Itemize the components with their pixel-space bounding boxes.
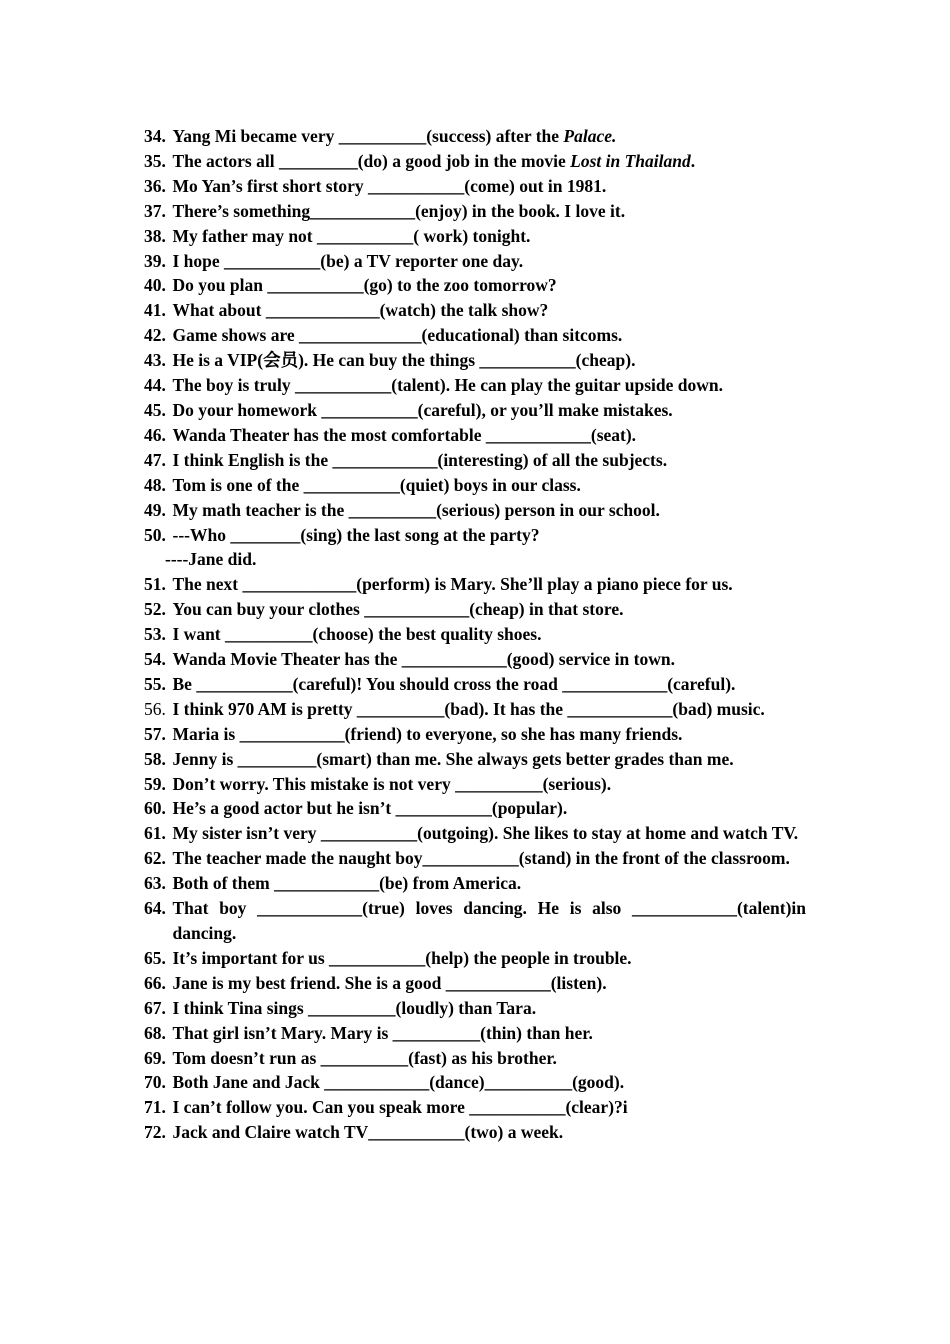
item-text: You can buy your clothes ____________(cheap) in that store. xyxy=(172,599,624,620)
item-text: That girl isn’t Mary. Mary is __________(thin) than her. xyxy=(172,1022,593,1043)
item-number: 49. xyxy=(144,499,166,520)
dialogue-reply: ----Jane did. xyxy=(165,549,257,570)
item-text: Yang Mi became very __________(success) after the Palace. xyxy=(172,126,617,146)
item-number: 46. xyxy=(144,424,166,445)
item-number: 60. xyxy=(144,798,166,819)
item-text: I hope ___________(be) a TV reporter one day. xyxy=(172,250,524,271)
item-number: 58. xyxy=(144,748,166,769)
item-text: ---Who ________(sing) the last song at the party? xyxy=(172,524,540,545)
item-text: The actors all _________(do) a good job in the movie Lost in Thailand. xyxy=(172,150,696,171)
exercise-item xyxy=(144,1070,806,1095)
item-text: Both Jane and Jack ____________(dance)__________(good). xyxy=(172,1072,625,1093)
item-text: I think Tina sings __________(loudly) than Tara. xyxy=(172,997,537,1018)
exercise-item xyxy=(144,323,806,348)
item-number: 38. xyxy=(144,225,166,246)
item-number: 48. xyxy=(144,474,166,495)
item-text: My math teacher is the __________(serious) person in our school. xyxy=(172,499,660,520)
exercise-item xyxy=(144,572,806,597)
item-text: Tom is one of the ___________(quiet) boys in our class. xyxy=(172,474,581,495)
exercise-item xyxy=(144,373,806,398)
item-text: Wanda Movie Theater has the ____________(good) service in town. xyxy=(172,649,675,670)
exercise-item xyxy=(144,772,806,797)
exercise-item xyxy=(144,846,806,871)
exercise-item xyxy=(144,298,806,323)
item-number: 63. xyxy=(144,873,166,894)
item-text: Do your homework ___________(careful), or you’ll make mistakes. xyxy=(172,399,673,420)
exercise-item xyxy=(144,473,806,498)
item-number: 41. xyxy=(144,300,166,321)
exercise-item xyxy=(144,796,806,821)
item-text: I can’t follow you. Can you speak more ___________(clear)?i xyxy=(172,1097,628,1118)
item-text: Jenny is _________(smart) than me. She always gets better grades than me. xyxy=(172,748,734,769)
item-text: My father may not ___________( work) tonight. xyxy=(172,225,531,246)
exercise-item xyxy=(144,1046,806,1071)
item-text: Don’t worry. This mistake is not very __________(serious). xyxy=(172,773,612,794)
item-text: My sister isn’t very ___________(outgoing). She likes to stay at home and watch TV. xyxy=(172,823,799,844)
item-number: 65. xyxy=(144,947,166,968)
item-number: 61. xyxy=(144,823,166,844)
exercise-item xyxy=(144,423,806,448)
item-number: 52. xyxy=(144,599,166,620)
item-text: I think 970 AM is pretty __________(bad). It has the ____________(bad) music. xyxy=(172,698,765,719)
item-number: 71. xyxy=(144,1097,166,1118)
item-text: There’s something____________(enjoy) in the book. I love it. xyxy=(172,200,626,221)
exercise-item xyxy=(144,398,806,423)
exercise-item xyxy=(144,1021,806,1046)
item-number: 36. xyxy=(144,175,166,196)
item-number: 69. xyxy=(144,1047,166,1068)
item-number: 35. xyxy=(144,150,166,171)
exercise-item xyxy=(144,448,806,473)
item-text: I think English is the ____________(interesting) of all the subjects. xyxy=(172,449,668,470)
exercise-item xyxy=(144,224,806,249)
item-number: 40. xyxy=(144,275,166,296)
item-text: I want __________(choose) the best quality shoes. xyxy=(172,624,542,645)
item-text: Game shows are ______________(educational) than sitcoms. xyxy=(172,325,623,346)
exercise-item xyxy=(144,149,806,174)
exercise-item xyxy=(144,697,806,722)
item-text: Maria is ____________(friend) to everyone, so she has many friends. xyxy=(172,723,683,744)
exercise-item xyxy=(144,747,806,772)
item-number: 34. xyxy=(144,126,166,146)
item-text: Both of them ____________(be) from America. xyxy=(172,873,522,894)
item-text: The next _____________(perform) is Mary. She’ll play a piano piece for us. xyxy=(172,574,733,595)
item-number: 66. xyxy=(144,972,166,993)
item-number: 37. xyxy=(144,200,166,221)
exercise-item xyxy=(144,622,806,647)
item-number: 42. xyxy=(144,325,166,346)
exercise-item xyxy=(144,821,806,846)
item-number: 62. xyxy=(144,848,166,869)
item-number: 53. xyxy=(144,624,166,645)
item-number: 70. xyxy=(144,1072,166,1093)
item-number: 47. xyxy=(144,449,166,470)
exercise-item xyxy=(144,597,806,622)
item-text: It’s important for us ___________(help) the people in trouble. xyxy=(172,947,632,968)
item-text: Be ___________(careful)! You should cross the road ____________(careful). xyxy=(172,673,736,694)
exercise-item xyxy=(144,896,806,946)
item-number: 54. xyxy=(144,649,166,670)
item-text: Jane is my best friend. She is a good ____________(listen). xyxy=(172,972,607,993)
item-number: 50. xyxy=(144,524,166,545)
item-text: He’s a good actor but he isn’t ___________(popular). xyxy=(172,798,568,819)
item-number: 57. xyxy=(144,723,166,744)
item-number: 43. xyxy=(144,350,166,371)
exercise-item xyxy=(144,199,806,224)
item-number: 51. xyxy=(144,574,166,595)
exercise-item xyxy=(144,996,806,1021)
exercise-item xyxy=(144,971,806,996)
exercise-item xyxy=(144,871,806,896)
exercise-item xyxy=(144,249,806,274)
exercise-item xyxy=(144,174,806,199)
exercise-item xyxy=(144,672,806,697)
exercise-item xyxy=(144,124,806,149)
exercise-item xyxy=(144,273,806,298)
exercise-item xyxy=(144,722,806,747)
item-text: Jack and Claire watch TV___________(two) a week. xyxy=(172,1122,564,1143)
exercise-item xyxy=(144,523,806,548)
item-number: 55. xyxy=(144,673,166,694)
item-text: The boy is truly ___________(talent). He can play the guitar upside down. xyxy=(172,375,723,396)
item-text: Tom doesn’t run as __________(fast) as his brother. xyxy=(172,1047,557,1068)
item-number: 64. xyxy=(144,898,166,919)
item-text: He is a VIP(会员). He can buy the things ___________(cheap). xyxy=(172,350,636,371)
item-number: 67. xyxy=(144,997,166,1018)
exercise-item xyxy=(144,498,806,523)
exercise-item xyxy=(144,946,806,971)
exercise-item xyxy=(144,1120,806,1145)
exercise-sheet xyxy=(144,124,806,1145)
item-number: 59. xyxy=(144,773,166,794)
exercise-item xyxy=(144,1095,806,1120)
item-text: What about _____________(watch) the talk show? xyxy=(172,300,549,321)
item-number: 56. xyxy=(144,698,166,719)
exercise-item xyxy=(144,647,806,672)
item-text: Wanda Theater has the most comfortable ____________(seat). xyxy=(172,424,637,445)
exercise-item xyxy=(144,348,806,373)
item-number: 44. xyxy=(144,375,166,396)
item-text: Do you plan ___________(go) to the zoo tomorrow? xyxy=(172,275,557,296)
item-number: 72. xyxy=(144,1122,166,1143)
item-text: That boy ____________(true) loves dancing. He is also ____________(talent)in dancing. xyxy=(172,898,806,943)
item-text: Mo Yan’s first short story ___________(come) out in 1981. xyxy=(172,175,607,196)
item-number: 45. xyxy=(144,399,166,420)
item-number: 68. xyxy=(144,1022,166,1043)
item-number: 39. xyxy=(144,250,166,271)
item-text: The teacher made the naught boy___________(stand) in the front of the classroom. xyxy=(172,848,790,869)
